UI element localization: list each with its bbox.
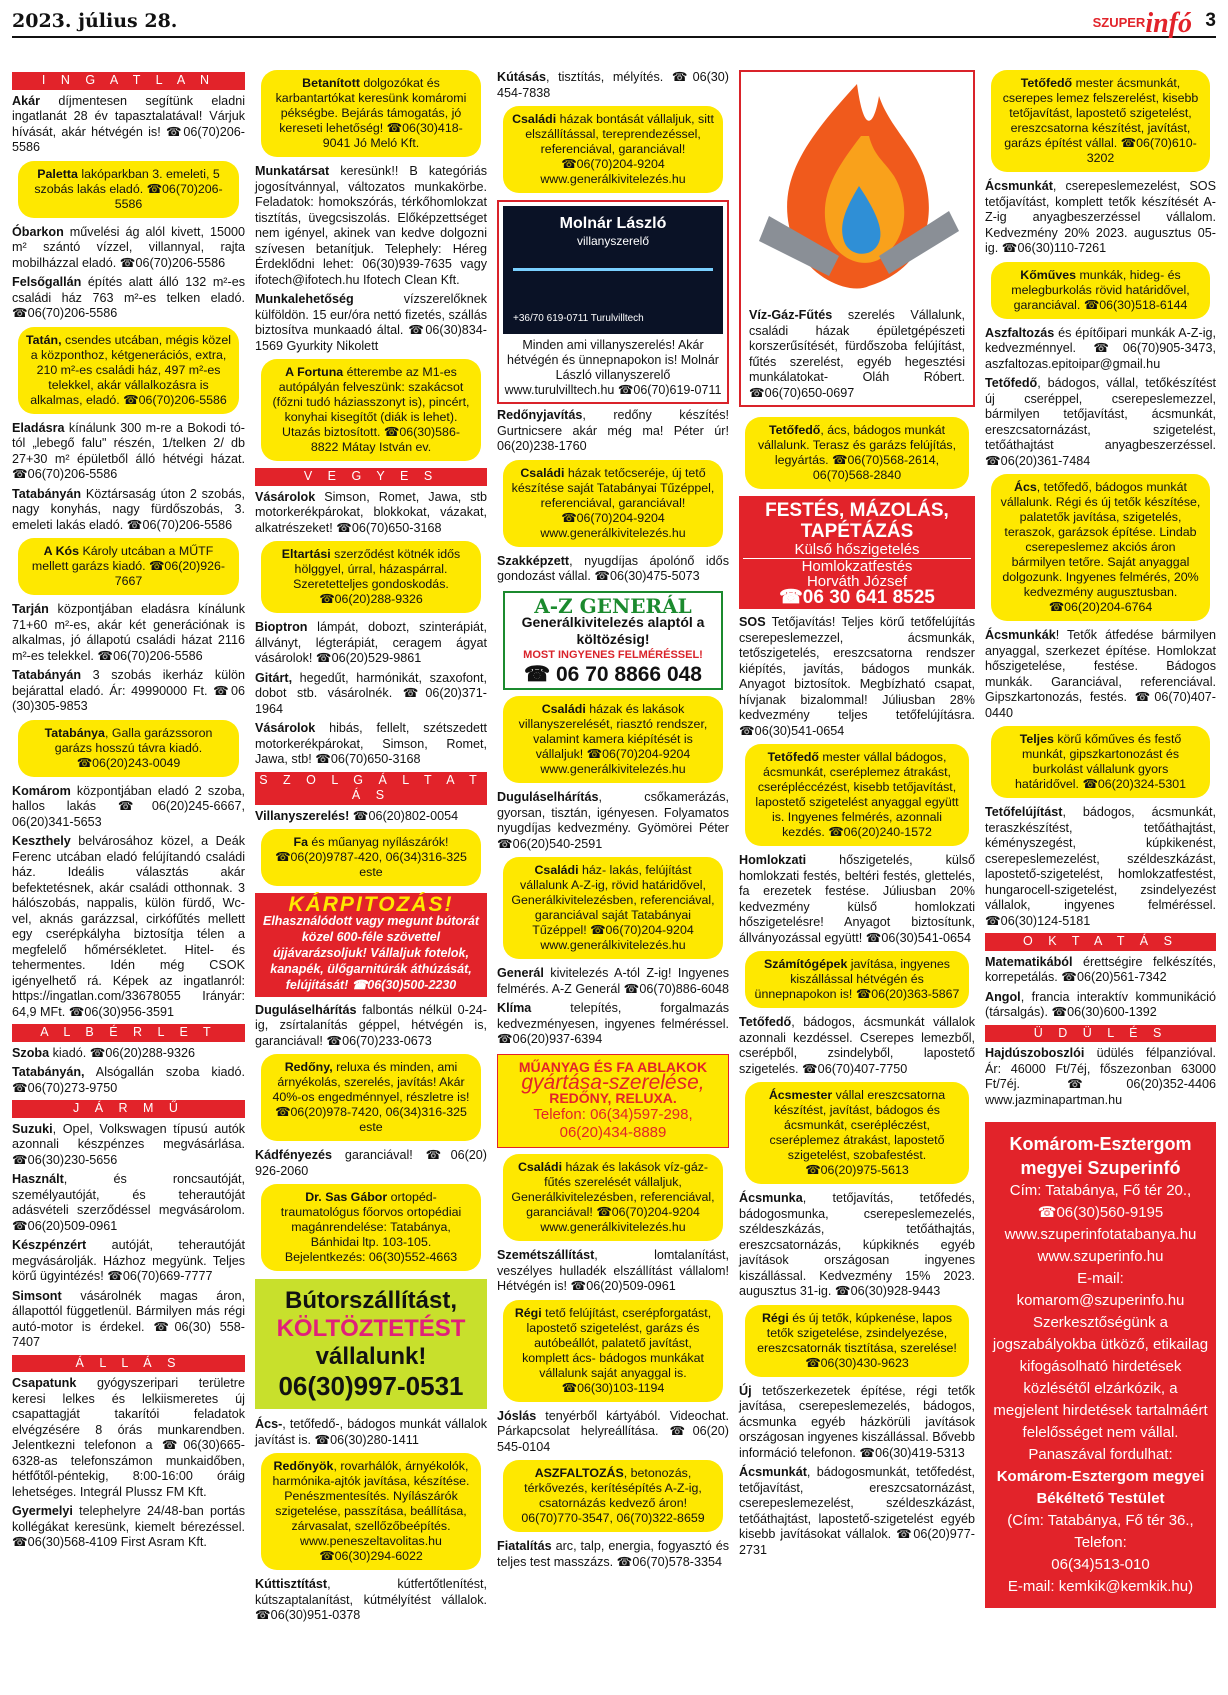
classified-ad: Vásárolok hibás, fellelt, szétszedett motorkerékpárokat, Simson, Romet, Jawa, stb! ☎06(70)650-3168 <box>255 721 487 766</box>
page-header <box>12 8 1216 38</box>
classified-ad: Homlokzati hőszigetelés, külső homlokzati festés, beltéri festés, glettelés, fa erezetek festése. Júliusban 20% kedvezmény külső homlokzati hőszigetelésre! Anyagot biztosítunk, állványozással együtt! ☎06(30)541-0654 <box>739 853 975 945</box>
classified-ad: Jóslás tenyérből kártyából. Videochat. Párkapcsolat helyreállítása. ☎06(20) 545-0104 <box>497 1408 729 1454</box>
classified-ad: Kútásás, tisztítás, mélyítés. ☎06(30) 454-7838 <box>497 70 729 100</box>
classified-ad: Villanyszerelés! ☎06(20)802-0054 <box>255 808 459 823</box>
highlighted-ad: Családi házak tetőcseréje, új tető készítése saját Tatabányai Tűzéppel, referenciával, garanciával! ☎06(70)204-9204 www.generálkivitelezés.hu <box>503 460 723 547</box>
highlighted-ad: Redőnyök, rovarhálók, árnyékolók, harmónika-ajtók javítása, készítése. Penészmentesítés. Nyílászárók szigetelése, passzítása, beállítása, zárvasalat, szellőzőbeépítés. www.peneszeltavolitas.hu ☎06(30)294-6022 <box>261 1453 481 1570</box>
classified-ad: Bioptron lámpát, dobozt, szinterápiát, állványt, légterápiát, ceragem ágyat vásárolok! ☎06(20)529-9861 <box>255 620 487 665</box>
classified-ad: Munkatársat keresünk!! B kategóriás jogosítvánnyal, változatos munkakörbe. Feladatok: homokszórás, térkőhomlokzat tisztítás, üvegcsiszolás. Előképzettséget nem igényel, akinek van kedve dolgozni szívesen betanítjuk. Telephely: Héreg Érdeklődni lehet: 06(30)939-7635 vagy ifotech@ifotech.hu Ifotech Clean Kft. <box>255 164 487 287</box>
highlighted-ad: Eltartási szerződést kötnék idős hölggyel, úrral, házaspárral. Szeretetteljes gondoskodás. ☎06(20)288-9326 <box>261 541 481 613</box>
highlighted-ad: A Fortuna étterembe az M1-es autópályán felveszünk: szakácsot (főzni tudó háziasszonyt is), pincért, konyhai kisegítőt (diák is lehet). Utazás biztosított. ☎06(30)586-8822 Mátay István ev. <box>261 359 481 461</box>
highlighted-ad: Tatán, csendes utcában, mégis közel a központhoz, kétgenerációs, extra, 210 m²-es családi ház, 497 m²-es telekkel, akár vállalkozásra is alkalmas, eladó. ☎06(70)206-5586 <box>18 327 239 414</box>
classified-ad: Klíma telepítés, forgalmazás kedvezményesen, ingyenes felméréssel. ☎06(20)937-6394 <box>497 1001 729 1046</box>
classified-ad: Tatabányán Köztársaság úton 2 szobás, nagy konyhás, nagy fürdőszobás, 3. emeleti lakás eladó. ☎06(70)206-5586 <box>12 486 245 532</box>
column-2 <box>255 70 487 1628</box>
flame-wrench-icon <box>749 76 965 304</box>
classified-ad: Kádfényezés garanciával! ☎06(20) 926-2060 <box>255 1148 487 1178</box>
column-5 <box>985 70 1216 1608</box>
classified-ad: Ácsmunkák! Tetők átfedése bármilyen anyaggal, szerkezet építése. Homlokzat hőszigetelése, festése. Bádogos munkák. Garanciával, referenciával. Gipszkartonozás, festés. ☎06(70)407-0440 <box>985 628 1216 720</box>
classified-ad: Ácsmunkát, cserepeslemezelést, SOS tetőjavítást, komplett tetők készítését A-Z-ig anyagbeszerzéssel vállalom. Kedvezmény 20% 2023. augusztus 05-ig. ☎06(30)110-7261 <box>985 179 1216 255</box>
highlighted-ad: Dr. Sas Gábor ortopéd-traumatológus főorvos ortopédiai magánrendelése: Tatabánya, Bánhidai ltp. 103-105. Bejelentkezés: 06(30)552-4663 <box>261 1184 481 1271</box>
classified-ad: SOS Tetőjavítás! Teljes körű tetőfelújítás cserepeslemezzel, ácsmunkák, tetőszigetelés, ereszcsatorna rendszer kiépítés, javítás, bádogos munkák. Anyagot biztosítok. Megbízható csapat, hívjanak bizalommal! Júliusban 28% kedvezmény teljes tetőfelújításra. ☎06(30)541-0654 <box>739 615 975 738</box>
classified-ad: Új tetőszerkezetek építése, régi tetők javítása, cserepeslemezelés, bádogos, ácsmunka egyéb házkörüli javítások országosan ingyenes kiszállással. Bővebb információ telefonon. ☎06(30)419-5313 <box>739 1383 975 1460</box>
classified-ad: Használt, és roncsautóját, személyautóját, és teherautóját adásvételi szerződéssel megvásárolom. ☎06(20)509-0961 <box>12 1172 245 1233</box>
brand-logo: SZUPERinfó <box>1092 8 1192 39</box>
highlighted-ad: A Kós Károly utcában a MŰTF mellett garázs kiadó. ☎06(20)926-7667 <box>18 538 239 595</box>
page-number: 3 <box>1205 10 1216 31</box>
column-4 <box>739 70 975 1562</box>
classified-ad: Angol, francia interaktív kommunikáció (társalgás). ☎06(30)600-1392 <box>985 989 1216 1019</box>
classified-ad: Gitárt, hegedűt, harmónikát, szaxofont, dobot stb. vásárolnék. ☎06(20)371-1964 <box>255 670 487 716</box>
publisher-email-link[interactable]: komarom@szuperinfo.hu <box>1016 1292 1185 1309</box>
classified-ad: Suzuki, Opel, Volkswagen típusú autók azonnali készpénzes megvásárlása. ☎06(30)230-5656 <box>12 1121 245 1167</box>
classified-ad: Szakképzett, nyugdíjas ápolónő idős gondozást vállal. ☎06(30)475-5073 <box>497 553 729 583</box>
classified-ad: Szemétszállítást, lomtalanítást, veszélyes hulladék elszállítást vállalom! Hétvégén is! ☎06(20)509-0961 <box>497 1248 729 1293</box>
molnar-display-ad: Molnár László villanyszerelő +36/70 619-0711 Turulvilltech Minden ami villanyszerelés! Akár hétvégén és ünnepnapokon is! Molnár László villanyszerelő www.turulvilltech.hu ☎06(70)619-0711 <box>497 200 729 404</box>
highlighted-ad: Ács, tetőfedő, bádogos munkát vállalunk. Régi és új tetők készítése, palatetők javítása, szigetelés, teraszok, garázsok építése. Lindab cserepeslemez akciós áron bármilyen tetőre. Saját anyaggal dolgozunk. Ingyenes felmérés, 20% kedvezmény augusztusban. ☎06(20)204-6764 <box>991 474 1210 621</box>
classified-ad: Hajdúszoboszlói üdülés félpanzióval. Ár: 46000 Ft/7éj, főszezonban 63000 Ft/7éj. ☎06(20)352-4406 www.jazminapartman.hu <box>985 1046 1216 1107</box>
classified-ad: Ácsmunka, tetőjavítás, tetőfedés, bádogosmunka, cserepeslemezelés, széldeszkázás, tetőáthajtás, ereszcsatornázás, kúpkiknés egyéb javítások országosan ingyenes kiszállással. Kedvezmény 15% 2023. augusztus 31-ig. ☎06(30)928-9443 <box>739 1191 975 1298</box>
section-jarmu: J Á R M Ű <box>12 1100 245 1118</box>
festes-display-ad: FESTÉS, MÁZOLÁS, TAPÉTÁZÁS Külső hőszigetelés Homlokzatfestés Horváth József ☎06 30 641 8525 <box>739 496 975 609</box>
highlighted-ad: Teljes körű kőműves és festő munkát, gipszkartonozást és burkolást vállalunk gyors határidővel. ☎06(20)324-5301 <box>991 726 1210 798</box>
classified-ad: Duguláselhárítás falbontás nélkül 0-24-ig, zsírtalanítás géppel, hétvégén is, garanciával! ☎06(70)233-0673 <box>255 1002 487 1048</box>
classified-ad: Szoba kiadó. ☎06(20)288-9326 <box>12 1045 196 1060</box>
highlighted-ad: Ácsmester vállal ereszcsatorna készítést, javítást, bádogos és ácsmunkát, cserépléczést, cseréplemez átrakást, lapostető szigetelést, szobafestést. ☎06(20)975-5613 <box>745 1082 969 1184</box>
highlighted-ad: ASZFALTOZÁS, betonozás, térkővezés, kerítésépítés A-Z-ig, csatornázás kedvező áron! 06(70)770-3547, 06(70)322-8659 <box>503 1460 723 1532</box>
highlighted-ad: Családi ház- lakás, felújítást vállalunk A-Z-ig, rövid határidővel, Generálkivitelezésben, referenciával, garanciával saját Tatabányai Tűzéppel! ☎06(70)204-9204 www.generálkivitelezés.hu <box>503 857 723 959</box>
viz-gaz-futes-display-ad: Víz-Gáz-Fűtés szerelés Vállalunk, családi házak épületgépészeti korszerűsítését, fürdőszoba felújítást, fűtés szerelést, egyéb hegesztési munkálatokat- Oláh Róbert. ☎06(70)650-0697 <box>739 70 975 407</box>
section-allas: Á L L Á S <box>12 1355 245 1373</box>
issue-date: 2023. július 28. <box>12 10 178 32</box>
karpitozas-display-ad: KÁRPITOZÁS! Elhasználódott vagy megunt bútorát közel 600-féle szövettel újjávarázsoljuk! Vállaljuk fotelok, kanapék, ülőgarnitúrák áthúzását, felújítását! ☎06(30)500-2230 <box>255 893 487 997</box>
highlighted-ad: Redőny, reluxa és minden, ami árnyékolás, szerelés, javítás! Akár 40%-os engedménnyel, részletre is! ☎06(20)978-7420, 06(34)316-325 este <box>261 1054 481 1141</box>
column-1 <box>12 70 245 1555</box>
highlighted-ad: Családi házak és lakások villanyszerelését, riasztó rendszer, valamint kamera kiépítését is vállaljuk! ☎06(70)204-9204 www.generálkivitelezés.hu <box>503 696 723 783</box>
publisher-website-link[interactable]: www.szuperinfo.hu <box>1037 1248 1164 1265</box>
highlighted-ad: Paletta lakóparkban 3. emeleti, 5 szobás lakás eladó. ☎06(70)206-5586 <box>18 161 239 218</box>
az-general-logo: A-Z GENERÁL <box>534 593 692 618</box>
classified-ad: Csapatunk gyógyszeripari területre keresi lelkes és lelkiismeretes új csapattagját takarítói feladatok elvégzésére 8 órás munkarendben. Jelentkezni telefonon a ☎06(30)665-6328-as telefonszámon munkaidőben, hétfőtől-péntekig, 8:00-16:00 óráig lehetséges. Integrál Plussz FM Kft. <box>12 1376 245 1499</box>
section-ingatlan: I N G A T L A N <box>12 72 245 90</box>
electrician-banner: Molnár László villanyszerelő +36/70 619-0711 Turulvilltech <box>503 206 723 334</box>
classified-ad: Akár díjmentesen segítünk eladni ingatlanát 28 év tapasztalatával! Várjuk hívását, akár hétvégén is! ☎06(70)206-5586 <box>12 93 245 154</box>
classified-ad: Duguláselhárítás, csőkamerázás, gyorsan, tisztán, igényesen. Folyamatos nyugdíjas kedvezmény. Gyömörei Péter ☎06(20)540-2591 <box>497 790 729 851</box>
publisher-website-link[interactable]: www.szuperinfotatabanya.hu <box>1004 1226 1197 1243</box>
classified-ad: Tatabányán 3 szobás ikerház külön bejárattal eladó. Ár: 49990000 Ft. ☎06 (30)305-9853 <box>12 668 245 713</box>
highlighted-ad: Betanított dolgozókat és karbantartókat keresünk komáromi pékségbe. Bejárás támogatás, jó kereseti lehetőség! ☎06(30)418-9041 Jó Meló Kft. <box>261 70 481 157</box>
classified-ad: Kúttisztítást, kútfertőtlenítést, kútszaptalanítást, kútmélyítést vállalok. ☎06(30)951-0378 <box>255 1577 487 1622</box>
classified-ad: Gyermelyi telephelyre 24/48-ban portás kollégákat keresünk, kiemelt bérezéssel. ☎06(30)568-4109 First Asram Kft. <box>12 1504 245 1549</box>
ablak-display-ad: MŰANYAG ÉS FA ABLAKOK gyártása-szerelése, REDŐNY, RELUXA. Telefon: 06(34)597-298, 06(20)434-8889 <box>497 1054 729 1149</box>
highlighted-ad: Régi tető felújítást, cserépforgatást, lapostető szigetelést, garázs és autóbeállót, palatető javítást, komplett ács- bádogos munkákat vállalunk saját anyaggal is. ☎06(30)103-1194 <box>503 1300 723 1402</box>
classified-ad: Komárom központjában eladó 2 szoba, hallos lakás ☎06(20)245-6667, 06(20)341-5653 <box>12 783 245 829</box>
classified-ad: Vásárolok Simson, Romet, Jawa, stb motorkerékpárokat, blokkokat, vázakat, alkatrészeket! ☎06(70)650-3168 <box>255 489 487 535</box>
highlighted-ad: Számítógépek javítása, ingyenes kiszállással hétvégén és ünnepnapokon is! ☎06(20)363-5867 <box>745 951 969 1008</box>
section-vegyes: V E G Y E S <box>255 468 487 486</box>
classified-ad: Készpénzért autóját, teherautóját megvásárolják. Házhoz megyünk. Teljes körű ügyintézés! ☎06(70)669-7777 <box>12 1238 245 1283</box>
highlighted-ad: Kőműves munkák, hideg- és melegburkolás rövid határidővel, garanciával. ☎06(30)518-6144 <box>991 262 1210 319</box>
highlighted-ad: Fa és műanyag nyílászárók! ☎06(20)9787-420, 06(34)316-325 este <box>261 829 481 886</box>
classified-ad: Felsőgallán építés alatt álló 132 m²-es családi ház 763 m²-es telken eladó. ☎06(70)206-5586 <box>12 275 245 320</box>
section-udules: Ü D Ü L É S <box>985 1025 1216 1043</box>
highlighted-ad: Tetőfedő, ács, bádogos munkát vállalunk. Terasz és garázs felújítás, legyártás. ☎06(70)568-2614, 06(70)568-2840 <box>745 417 969 489</box>
section-alberlet: A L B É R L E T <box>12 1024 245 1042</box>
classified-ad: Generál kivitelezés A-tól Z-ig! Ingyenes felmérés. A-Z Generál ☎06(70)886-6048 <box>497 966 729 996</box>
classified-ad: Eladásra kínálunk 300 m-re a Bokodi tó-tól „lebegő falu" részén, 1/telken 2/ db 27+30 m² épületből álló hétvégi házat. ☎06(70)206-5586 <box>12 420 245 481</box>
highlighted-ad: Tetőfedő mester vállal bádogos, ácsmunkát, cseréplemez átrakást, cserépléccézést, kisebb tetőjavítást, lapostető szigetelést anyaggal együtt is. Ingyenes felmérés, azonnali kezdés. ☎06(20)240-1572 <box>745 744 969 846</box>
publisher-info-box: Komárom-Esztergom megyei Szuperinfó Cím: Tatabánya, Fő tér 20., ☎06(30)560-9195 www.szuperinfotatabanya.hu www.szuperinfo.hu E-mail: komarom@szuperinfo.hu Szerkesztőségünk a jogszabályokba ütköző, etikailag kifogásolható hirdetések közlésétől elzárkózik, a megjelent hirdetések tartalmáért felelősséget nem vállal. Panaszával fordulhat: Komárom-Esztergom megyei Békéltető Testület (Cím: Tatabánya, Fő tér 36., Telefon: 06(34)513-010 E-mail: kemkik@kemkik.hu) <box>985 1122 1216 1608</box>
az-general-display-ad: A-Z GENERÁL Generálkivitelezés alaptól a költözésig! MOST INGYENES FELMÉRÉSSEL! ☎ 06 70 8866 048 <box>503 591 723 691</box>
butorszallitas-display-ad: Bútorszállítást, KÖLTÖZTETÉST vállalunk! 06(30)997-0531 <box>255 1279 487 1409</box>
highlighted-ad: Régi és új tetők, kúpkenése, lapos tetők szigetelése, zsindelyezése, ereszcsatornák tisztítása, szerelése! ☎06(30)430-9623 <box>745 1305 969 1377</box>
classified-ad: Simsont vásárolnék magas áron, állapottól függetlenül. Bármilyen más régi autó-motor is érdekel. ☎06(30) 558-7407 <box>12 1288 245 1349</box>
column-3 <box>497 70 729 1574</box>
classified-ad: Tarján központjában eladásra kínálunk 71+60 m²-es, akár két generációnak is alkalmas, jó állapotú családi házat 2116 m²-es telekkel. ☎06(70)206-5586 <box>12 602 245 663</box>
classified-ad: Matematikából érettségire felkészítés, korrepetálás. ☎06(20)561-7342 <box>985 954 1216 984</box>
classified-ad: Aszfaltozás és építőipari munkák A-Z-ig, kedvezménnyel. ☎06(70)905-3473, aszfaltozas.epitoipar@gmail.hu <box>985 325 1216 371</box>
highlighted-ad: Tatabánya, Galla garázssoron garázs hosszú távra kiadó. ☎06(20)243-0049 <box>18 720 239 777</box>
classified-ad: Tetőfedő, bádogos, vállal, tetőkészítést új cseréppel, cserepeslemezzel, bármilyen tetőjavítást, ácsmunkát, ereszcsatornázást, szigetelést, tetőáthajtást anyagbeszerzéssel. ☎06(20)361-7484 <box>985 376 1216 468</box>
classified-ad: Munkalehetőség vízszerelőknek külföldön. 15 eur/óra nettó fizetés, szállás biztosítva munkaadó által. ☎06(30)834-1569 Gyurkity Nikolett <box>255 292 487 353</box>
classified-ad: Fiatalítás arc, talp, energia, fogyasztó és teljes test masszázs. ☎06(70)578-3354 <box>497 1539 729 1569</box>
classified-ad: Redőnyjavítás, redőny készítés! Gurtnicsere akár még ma! Péter úr! 06(20)238-1760 <box>497 408 729 453</box>
classified-ad: Ács-, tetőfedő-, bádogos munkát vállalok javítást is. ☎06(30)280-1411 <box>255 1417 487 1447</box>
classified-ad: Tetőfelújítást, bádogos, ácsmunkát, teraszkészítést, tetőáthajtást, kéményszegést, kúpkikenést, cserepeslemezelést, széldeszkázást, lapostető-szigetelést, homlokzatfestést, hungarocell-szigetelést, zsindelyezést vállalok, ingyenes felméréssel. ☎06(30)124-5181 <box>985 805 1216 928</box>
classified-ad: Tetőfedő, bádogos, ácsmunkát vállalok azonnali kezdéssel. Cserepes lemezből, cserépből, zsindelyből, lapostető szigetelés. ☎06(70)407-7750 <box>739 1015 975 1076</box>
highlighted-ad: Családi házak és lakások víz-gáz-fűtés szerelését vállaljuk, Generálkivitelezésben, referenciával, garanciával! ☎06(70)204-9204 www.generálkivitelezés.hu <box>503 1154 723 1241</box>
classified-ad: Tatabányán, Alsógallán szoba kiadó. ☎06(70)273-9750 <box>12 1065 245 1095</box>
highlighted-ad: Tetőfedő mester ácsmunkát, cserepes lemez felszerelést, kisebb tetőjavítást, lapostető szigetelést, ereszcsatorna készítést, javítást, garázs építést vállal. ☎06(70)610-3202 <box>991 70 1210 172</box>
highlighted-ad: Családi házak bontását vállaljuk, sitt elszállítással, tereprendezéssel, referenciával, garanciával! ☎06(70)204-9204 www.generálkivitelezés.hu <box>503 106 723 193</box>
classified-ad: Óbarkon művelési ág alól kivett, 15000 m² szántó vízzel, villannyal, rajta mobilházzal eladó. ☎06(70)206-5586 <box>12 224 245 270</box>
section-szolgaltatas: S Z O L G Á L T A T Á S <box>255 772 487 805</box>
classified-ad: Keszthely belvárosához közel, a Deák Ferenc utcában eladó felújítandó családi ház. Ideális választás akár befektetésnek, akár családi otthonnak. 3 hálószobás, nappalis, külön fürdő, Wc-vel, aknás garázzsal, cirkófűtés mellett egy cserépkályha biztosítja télen a megfelelő hőmérsékletet. Hitel- és tehermentes. Idén még CSOK igényelhető rá. Képek az ingatlanról: https://ingatlan.com/33678055 Irányár: 64,9 MFt. ☎06(30)956-3591 <box>12 834 245 1019</box>
classified-ad: Ácsmunkát, bádogosmunkát, tetőfedést, tetőjavítást, ereszcsatornázást, cserepeslemezelést, széldeszkázást, tetőáthajtást, lapostető-szigetelést egyéb kisebb javításokat vállalok. ☎06(20)977-2731 <box>739 1465 975 1557</box>
section-oktatas: O K T A T Á S <box>985 933 1216 951</box>
